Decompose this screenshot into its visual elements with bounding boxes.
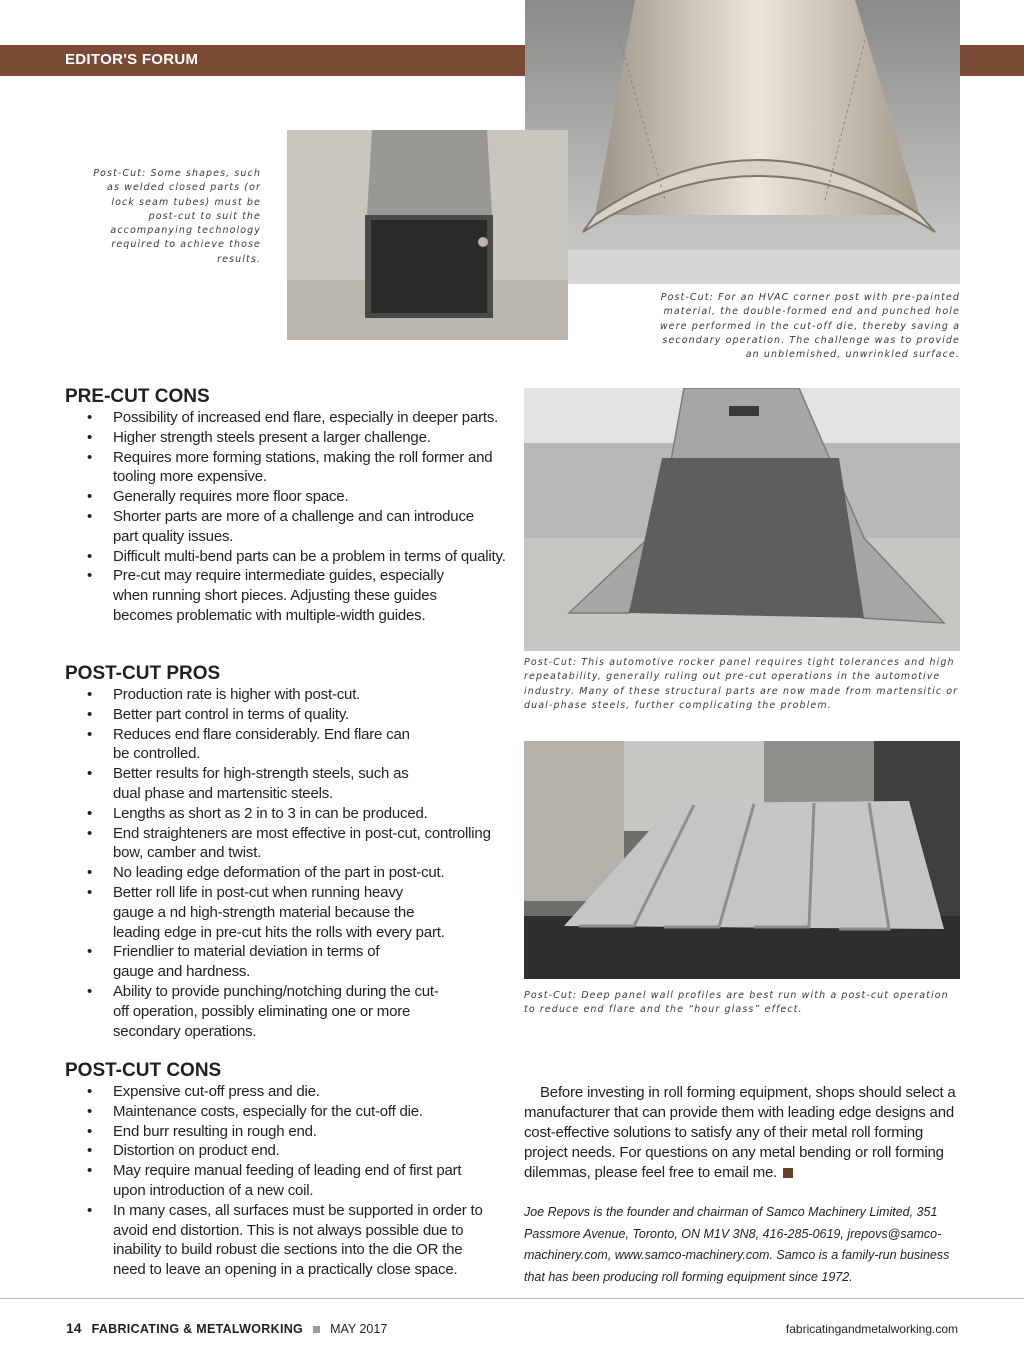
bullet-list (65, 1082, 515, 1280)
bullet-icon: • (87, 1142, 93, 1160)
page-number: 14 (66, 1320, 82, 1336)
section-heading: PRE-CUT CONS (65, 386, 210, 407)
list-item: • In many cases, all surfaces must be supported in order to avoid end distortion. This is not always possible due to inability to build robust die sections into the die OR the need to leave an opening in a practically close space. (87, 1201, 483, 1279)
bullet-icon: • (87, 409, 93, 426)
issue-date: MAY 2017 (330, 1322, 388, 1336)
photo-square-tube (287, 130, 568, 340)
caption-wall-panel: Post-Cut: Deep panel wall profiles are best run with a post-cut operation to reduce end flare and the “hour glass” effect. (524, 990, 949, 1016)
bullet-icon: • (87, 765, 93, 783)
bullet-icon: • (87, 804, 93, 822)
section-heading: POST-CUT PROS (65, 663, 221, 684)
closing-paragraph: Before investing in roll forming equipment, shops should select a manufacturer that can provide them with leading edge designs and cost-effective solutions to satisfy any of their metal roll forming project needs. For questions on any metal bending or roll forming dilemmas, please feel free to email me. (524, 1084, 956, 1181)
list-item: • Reduces end flare considerably. End flare can be controlled. (87, 725, 410, 763)
bullet-icon: • (87, 725, 93, 743)
caption-rocker-panel: Post-Cut: This automotive rocker panel requires tight tolerances and high repeatability, generally ruling out pre-cut operations in the automotive industry. Many of these structural parts are now made from martensitic or dual-phase steels, further complicating the problem. (524, 657, 959, 711)
magazine-name: FABRICATING & METALWORKING (91, 1322, 304, 1336)
bullet-icon: • (87, 1122, 93, 1140)
list-item: • Lengths as short as 2 in to 3 in can be produced. (87, 804, 428, 822)
list-item: • No leading edge deformation of the part in post-cut. (87, 864, 445, 882)
section-post-cut-cons (65, 1060, 515, 1280)
list-item: • Requires more forming stations, making the roll former and tooling more expensive. (87, 448, 493, 486)
list-item: • Possibility of increased end flare, especially in deeper parts. (87, 409, 499, 426)
bullet-icon: • (87, 1162, 93, 1180)
caption-hvac-post: Post-Cut: For an HVAC corner post with pre-painted material, the double-formed end and punched hole were performed in the cut-off die, thereby saving a secondary operation. The challenge was to provide an unblemished, unwrinkled surface. (659, 292, 960, 361)
photo-hvac-corner-post (525, 0, 960, 284)
bullet-icon: • (87, 824, 93, 842)
bullet-icon: • (87, 507, 93, 525)
list-item: • Expensive cut-off press and die. (87, 1083, 320, 1100)
list-item: • End burr resulting in rough end. (87, 1122, 317, 1140)
end-of-article-mark-icon (783, 1168, 793, 1178)
section-pre-cut-cons (65, 386, 515, 626)
list-item: • Better roll life in post-cut when running heavy gauge a nd high-strength material because the leading edge in pre-cut hits the rolls with every part. (87, 883, 445, 941)
bullet-icon: • (87, 864, 93, 882)
list-item: • Better part control in terms of quality. (87, 705, 349, 723)
bullet-icon: • (87, 943, 93, 961)
section-post-cut-pros (65, 663, 515, 1041)
bullet-icon: • (87, 488, 93, 506)
list-item: • Better results for high-strength steels, such as dual phase and martensitic steels. (87, 765, 409, 802)
list-item: • Maintenance costs, especially for the cut-off die. (87, 1102, 423, 1120)
list-item: • Distortion on product end. (87, 1142, 280, 1160)
footer-left (66, 1320, 387, 1336)
author-bio: Joe Repovs is the founder and chairman of Samco Machinery Limited, 351 Passmore Avenue, Toronto, ON M1V 3N8, 416-285-0619, jrepovs@samco-machinery.com, www.samco-machinery.com. Samco is a family-run business that has been producing roll forming equipment since 1972. (524, 1205, 950, 1284)
list-item: • Production rate is higher with post-cut. (87, 686, 361, 703)
list-item: • Friendlier to material deviation in terms of gauge and hardness. (87, 943, 380, 981)
bullet-icon: • (87, 567, 93, 585)
bullet-icon: • (87, 1102, 93, 1120)
footer-divider (0, 1298, 1024, 1299)
bullet-icon: • (87, 1083, 93, 1100)
list-item: • Pre-cut may require intermediate guides, especially when running short pieces. Adjusting these guides becomes problematic with multiple-width guides. (87, 567, 444, 624)
bullet-list (65, 685, 515, 1041)
bullet-icon: • (87, 686, 93, 703)
caption-square-tube: Post-Cut: Some shapes, such as welded closed parts (or lock seam tubes) must be post-cut to suit the accompanying technology required to achieve those results. (93, 168, 261, 265)
section-heading: POST-CUT CONS (65, 1060, 222, 1081)
bullet-icon: • (87, 448, 93, 466)
bullet-list (65, 408, 515, 626)
separator-square-icon (313, 1326, 320, 1333)
list-item: • Difficult multi-bend parts can be a problem in terms of quality. (87, 547, 506, 565)
bullet-icon: • (87, 1201, 93, 1219)
bullet-icon: • (87, 883, 93, 901)
photo-rocker-panel (524, 388, 960, 651)
bullet-icon: • (87, 428, 93, 446)
list-item: • End straighteners are most effective in post-cut, controlling bow, camber and twist. (87, 824, 491, 862)
list-item: • May require manual feeding of leading end of first part upon introduction of a new coil. (87, 1162, 462, 1199)
bullet-icon: • (87, 982, 93, 1000)
list-item: • Ability to provide punching/notching during the cut-off operation, possibly eliminating one or more secondary operations. (87, 982, 439, 1040)
list-item: • Shorter parts are more of a challenge and can introduce part quality issues. (87, 507, 474, 545)
list-item: • Generally requires more floor space. (87, 488, 349, 506)
section-title: EDITOR'S FORUM (65, 51, 199, 68)
list-item: • Higher strength steels present a larger challenge. (87, 428, 431, 446)
bullet-icon: • (87, 547, 93, 565)
bullet-icon: • (87, 705, 93, 723)
photo-wall-panel (524, 741, 960, 979)
footer-website: fabricatingandmetalworking.com (785, 1322, 958, 1336)
